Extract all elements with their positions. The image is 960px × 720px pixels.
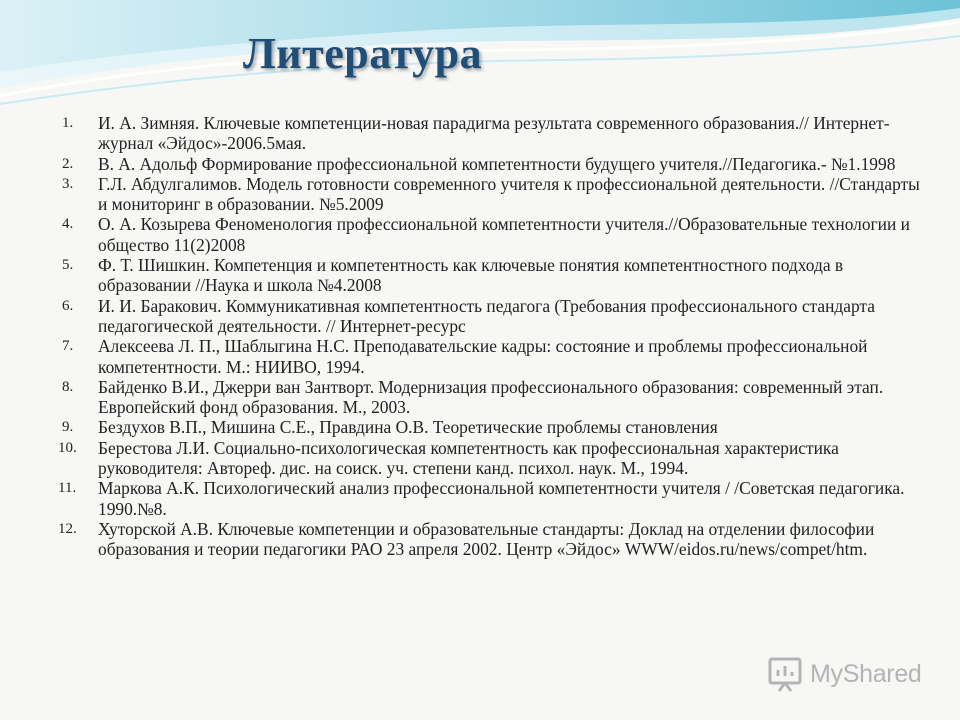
reference-text: Берестова Л.И. Социально-психологическая компетентность как профессиональная характеристика руководителя: Автореф. дис. на соиск. уч. степени канд. психол. наук. М., 1994. bbox=[98, 437, 839, 479]
reference-number: 11. bbox=[58, 480, 77, 497]
reference-item bbox=[58, 296, 928, 337]
reference-number: 8. bbox=[62, 378, 74, 395]
reference-item bbox=[58, 174, 928, 215]
reference-number: 3. bbox=[62, 175, 74, 192]
reference-item bbox=[58, 438, 928, 479]
reference-number: 10. bbox=[58, 439, 77, 456]
reference-text: В. А. Адольф Формирование профессиональной компетентности будущего учителя.//Педагогика.- №1.1998 bbox=[98, 153, 896, 174]
reference-text: Бездухов В.П., Мишина С.Е., Правдина О.В. Теоретические проблемы становления bbox=[98, 417, 718, 438]
presentation-board-icon bbox=[766, 654, 806, 694]
reference-item bbox=[58, 113, 928, 154]
slide-title: Литература bbox=[243, 29, 483, 78]
reference-number: 9. bbox=[62, 419, 74, 436]
myshared-watermark bbox=[766, 654, 922, 694]
reference-text: Г.Л. Абдулгалимов. Модель готовности современного учителя к профессиональной деятельности. //Стандарты и мониторинг в образовании. №5.2009 bbox=[98, 173, 920, 215]
reference-item bbox=[58, 417, 928, 437]
reference-number: 5. bbox=[62, 257, 74, 274]
reference-item bbox=[58, 154, 928, 174]
reference-item bbox=[58, 214, 928, 255]
reference-text: Маркова А.К. Психологический анализ профессиональной компетентности учителя / /Советская педагогика. 1990.№8. bbox=[98, 478, 905, 519]
reference-item bbox=[58, 377, 928, 418]
reference-list bbox=[58, 113, 928, 560]
reference-item bbox=[58, 519, 928, 560]
reference-text: Ф. Т. Шишкин. Компетенция и компетентность как ключевые понятия компетентностного подхода в образовании //Наука и школа №4.2008 bbox=[98, 255, 844, 296]
reference-number: 4. bbox=[62, 216, 74, 233]
reference-item bbox=[58, 478, 928, 519]
reference-text: И. И. Баракович. Коммуникативная компетентность педагога (Требования профессионального стандарта педагогической деятельности. // Интернет-ресурс bbox=[98, 295, 875, 336]
reference-item bbox=[58, 336, 928, 377]
reference-number: 12. bbox=[58, 520, 77, 537]
watermark-brand: MyShared bbox=[810, 659, 922, 688]
reference-text: Алексеева Л. П., Шаблыгина Н.С. Преподавательские кадры: состояние и проблемы профессиональной компетентности. М.: НИИВО, 1994. bbox=[98, 336, 868, 377]
reference-item bbox=[58, 255, 928, 296]
reference-number: 1. bbox=[62, 115, 74, 131]
reference-text: О. А. Козырева Феноменология профессиональной компетентности учителя.//Образовательные технологии и общество 11(2)2008 bbox=[98, 214, 910, 255]
reference-number: 6. bbox=[62, 297, 74, 314]
reference-number: 2. bbox=[62, 155, 74, 172]
reference-number: 7. bbox=[62, 338, 74, 355]
reference-text: Байденко В.И., Джерри ван Зантворт. Модернизация профессионального образования: современный этап. Европейский фонд образования. М., 2003. bbox=[98, 376, 884, 418]
reference-text: И. А. Зимняя. Ключевые компетенции-новая парадигма результата современного образования.// Интернет-журнал «Эйдос»-2006.5мая. bbox=[98, 113, 890, 154]
reference-text: Хуторской А.В. Ключевые компетенции и образовательные стандарты: Доклад на отделении философии образования и теории педагогики РАО 23 апреля 2002. Центр «Эйдос» WWW/eidos.ru/news/compet/htm. bbox=[98, 518, 875, 560]
